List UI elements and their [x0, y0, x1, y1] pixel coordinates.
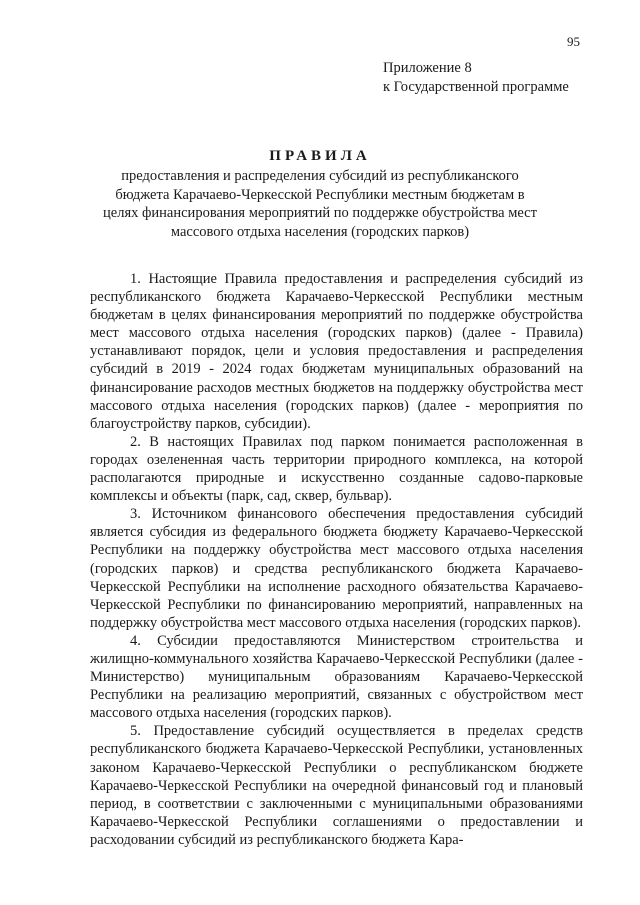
document-body — [90, 270, 583, 849]
paragraph-4: 4. Субсидии предоставляются Министерством строительства и жилищно-коммунального хозяйства Карачаево-Черкесской Республики (далее - Министерство) муниципальным образованиям Карачаево-Черкесской Республики на реализацию мероприятий, связанных с обустройством мест массового отдыха населения (городских парков). — [90, 632, 583, 722]
paragraph-1: 1. Настоящие Правила предоставления и распределения субсидий из республиканского бюджета Карачаево-Черкесской Республики местным бюджетам в целях финансирования мероприятий по поддержке обустройства мест массового отдыха населения (городских парков) (далее - Правила) устанавливают порядок, цели и условия предоставления и распределения субсидий в 2019 - 2024 годах бюджетам муниципальных образований на финансирование расходов местных бюджетов на поддержку обустройства мест массового отдыха населения (городских парков) (далее - мероприятия по благоустройству парков, субсидии). — [90, 271, 583, 432]
paragraph-5: 5. Предоставление субсидий осуществляется в пределах средств республиканского бюджета Карачаево-Черкесской Республики, установленных законом Карачаево-Черкесской Республики о республиканском бюджете Карачаево-Черкесской Республики на очередной финансовый год и плановый период, в соответствии с заключенными с муниципальными образованиями Карачаево-Черкесской Республики соглашениями о предоставлении и расходовании субсидий из республиканского бюджета Кара- — [90, 723, 583, 848]
paragraph-2: 2. В настоящих Правилах под парком понимается расположенная в городах озелененная часть территории природного комплекса, на которой располагаются природные и искусственно созданные садово-парковые комплексы и объекты (парк, сад, сквер, бульвар). — [90, 433, 583, 505]
appendix-line-1: Приложение 8 — [383, 60, 472, 76]
document-subtitle: предоставления и распределения субсидий из республиканского бюджета Карачаево-Черкесской Республики местным бюджетам в целях финансирования мероприятий по поддержке обустройства мест массового отдыха населения (городских парков) — [103, 168, 537, 240]
paragraph-3: 3. Источником финансового обеспечения предоставления субсидий является субсидия из федерального бюджета бюджету Карачаево-Черкесской Республики на поддержку обустройства мест массового отдыха населения (городских парков) и средства республиканского бюджета Карачаево-Черкесской Республики на исполнение расходного обязательства Карачаево-Черкесской Республики по финансированию мероприятий, направленных на поддержку обустройства мест массового отдыха населения (городских парков). — [90, 506, 583, 631]
appendix-reference — [383, 59, 569, 97]
document-title: ПРАВИЛА — [269, 148, 371, 164]
appendix-line-2: к Государственной программе — [383, 79, 569, 95]
page-number: 95 — [567, 34, 580, 49]
